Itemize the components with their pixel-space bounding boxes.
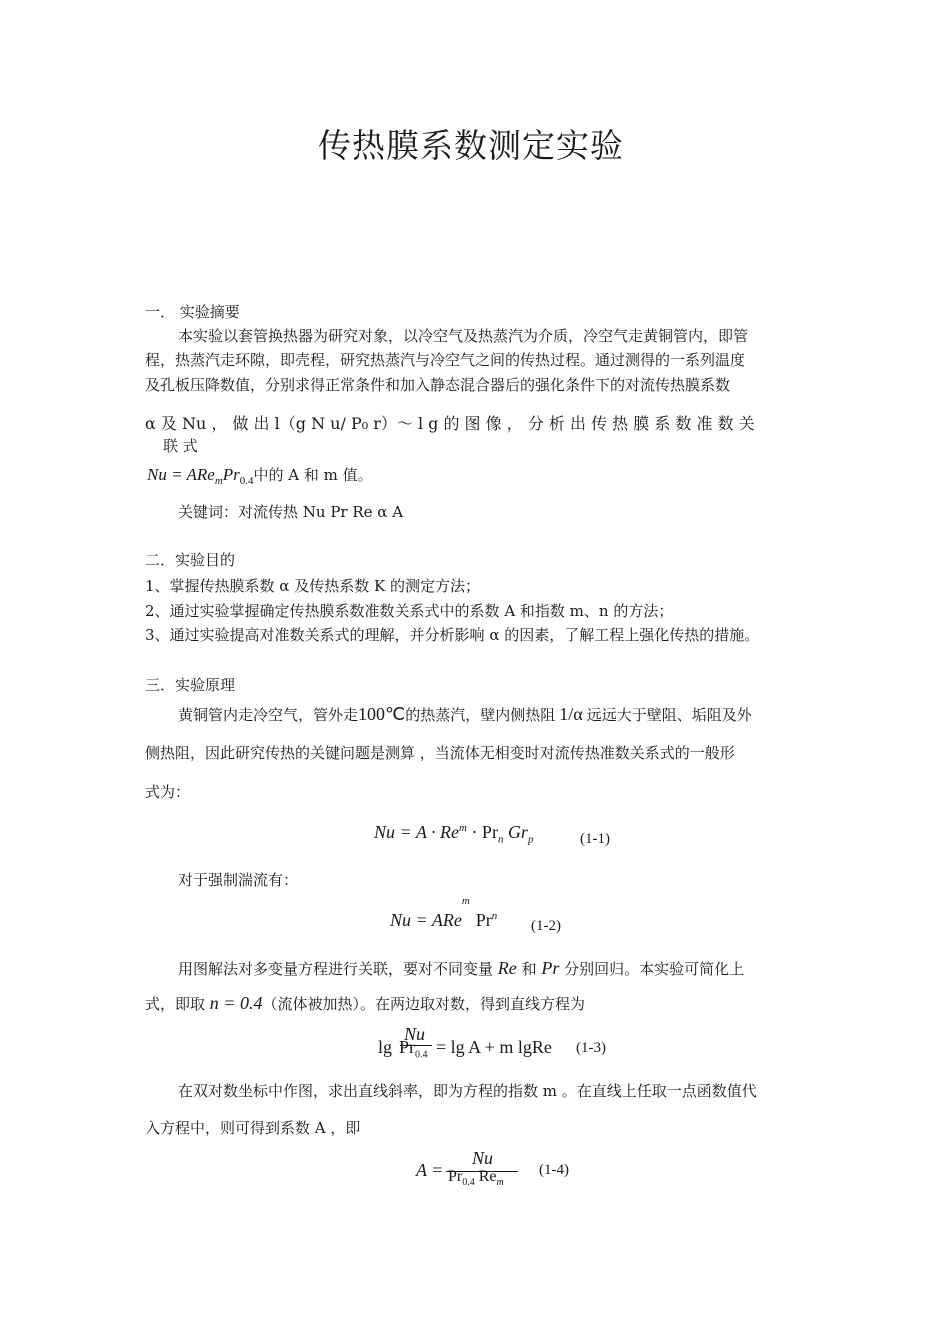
principle-line-3: 式为： [145,783,191,801]
objective-3: 3、通过实验提高对准数关系式的理解，并分析影响 α 的因素，了解工程上强化传热的措施。 [145,626,760,644]
equation-1-4-denominator: $Pr_{0.4}$ $Re_m$ [448,1168,504,1189]
equation-number-1-1: (1-1) [580,831,610,847]
section-heading-objectives: 二．实验目的 [145,551,236,569]
equation-1-1: $Nu = A \cdot Re^m \cdot Pr_n$ $Gr_p$ [374,822,534,846]
principle-line-6: 在双对数坐标中作图，求出直线斜率，即为方程的指数 m 。在直线上任取一点函数值代 [178,1082,757,1100]
equation-1-2: $Nu = ARe^mPr^n$ [390,895,498,930]
abstract-line-1: 本实验以套管换热器为研究对象，以冷空气及热蒸汽为介质，冷空气走黄铜管内，即管 [178,327,749,345]
equation-1-4-lhs: A = [416,1160,444,1180]
turbulent-flow-text: 对于强制湍流有： [178,871,299,889]
principle-line-7: 入方程中，则可得到系数 A ，即 [145,1119,361,1137]
principle-line-5: 式，即取 n = 0.4（流体被加热）。在两边取对数，得到直线方程为 [145,993,585,1013]
section-heading-abstract: 一． 实验摘要 [145,303,240,321]
equation-1-3-lg: lg [378,1037,393,1057]
principle-line-1: 黄铜管内走冷空气，管外走100℃的热蒸汽，壁内侧热阻 1/α 远远大于壁阻、垢阻及外 [178,704,752,724]
equation-number-1-3: (1-3) [576,1040,606,1056]
abstract-line-4: α 及 Nu ， 做 出 l（g N u/ P₀ r）～ l g 的 图 像 ， 分 析 出 传 热 膜 系 数 准 数 关 [145,414,755,433]
abstract-line-2: 程，热蒸汽走环隙，即壳程，研究热蒸汽与冷空气之间的传热过程。通过测得的一系列温度 [145,351,746,369]
equation-1-3-denominator: $Pr_{0.4}$ [399,1037,428,1061]
keywords: 关键词：对流传热 Nu Pr Re α A [178,503,404,521]
equation-1-3-rhs: = lg A + m lgRe [436,1037,552,1057]
section-heading-principle: 三．实验原理 [145,676,236,694]
principle-line-2: 侧热阻，因此研究传热的关键问题是测算 ，当流体无相变时对流传热准数关系式的一般形 [145,744,735,762]
page-title: 传热膜系数测定实验 [318,126,624,165]
equation-number-1-2: (1-2) [531,918,561,934]
objective-1: 1、掌握传热膜系数 α 及传热系数 K 的测定方法； [145,577,480,595]
abstract-line-5: 联 式 [163,437,198,455]
equation-number-1-4: (1-4) [539,1162,569,1178]
equation-1-3-numerator: Nu [404,1024,426,1044]
objective-2: 2、通过实验掌握确定传热膜系数准数关系式中的系数 A 和指数 m、n 的方法； [145,602,674,620]
principle-line-4: 用图解法对多变量方程进行关联，要对不同变量 Re 和 Pr 分别回归。本实验可简化上 [178,958,745,978]
abstract-formula-line: $Nu = ARe_mPr_{0.4}$中的 A 和 m 值。 [147,465,373,487]
abstract-line-3: 及孔板压降数值，分别求得正常条件和加入静态混合器后的强化条件下的对流传热膜系数 [145,376,731,394]
equation-1-4-numerator: Nu [472,1148,494,1168]
